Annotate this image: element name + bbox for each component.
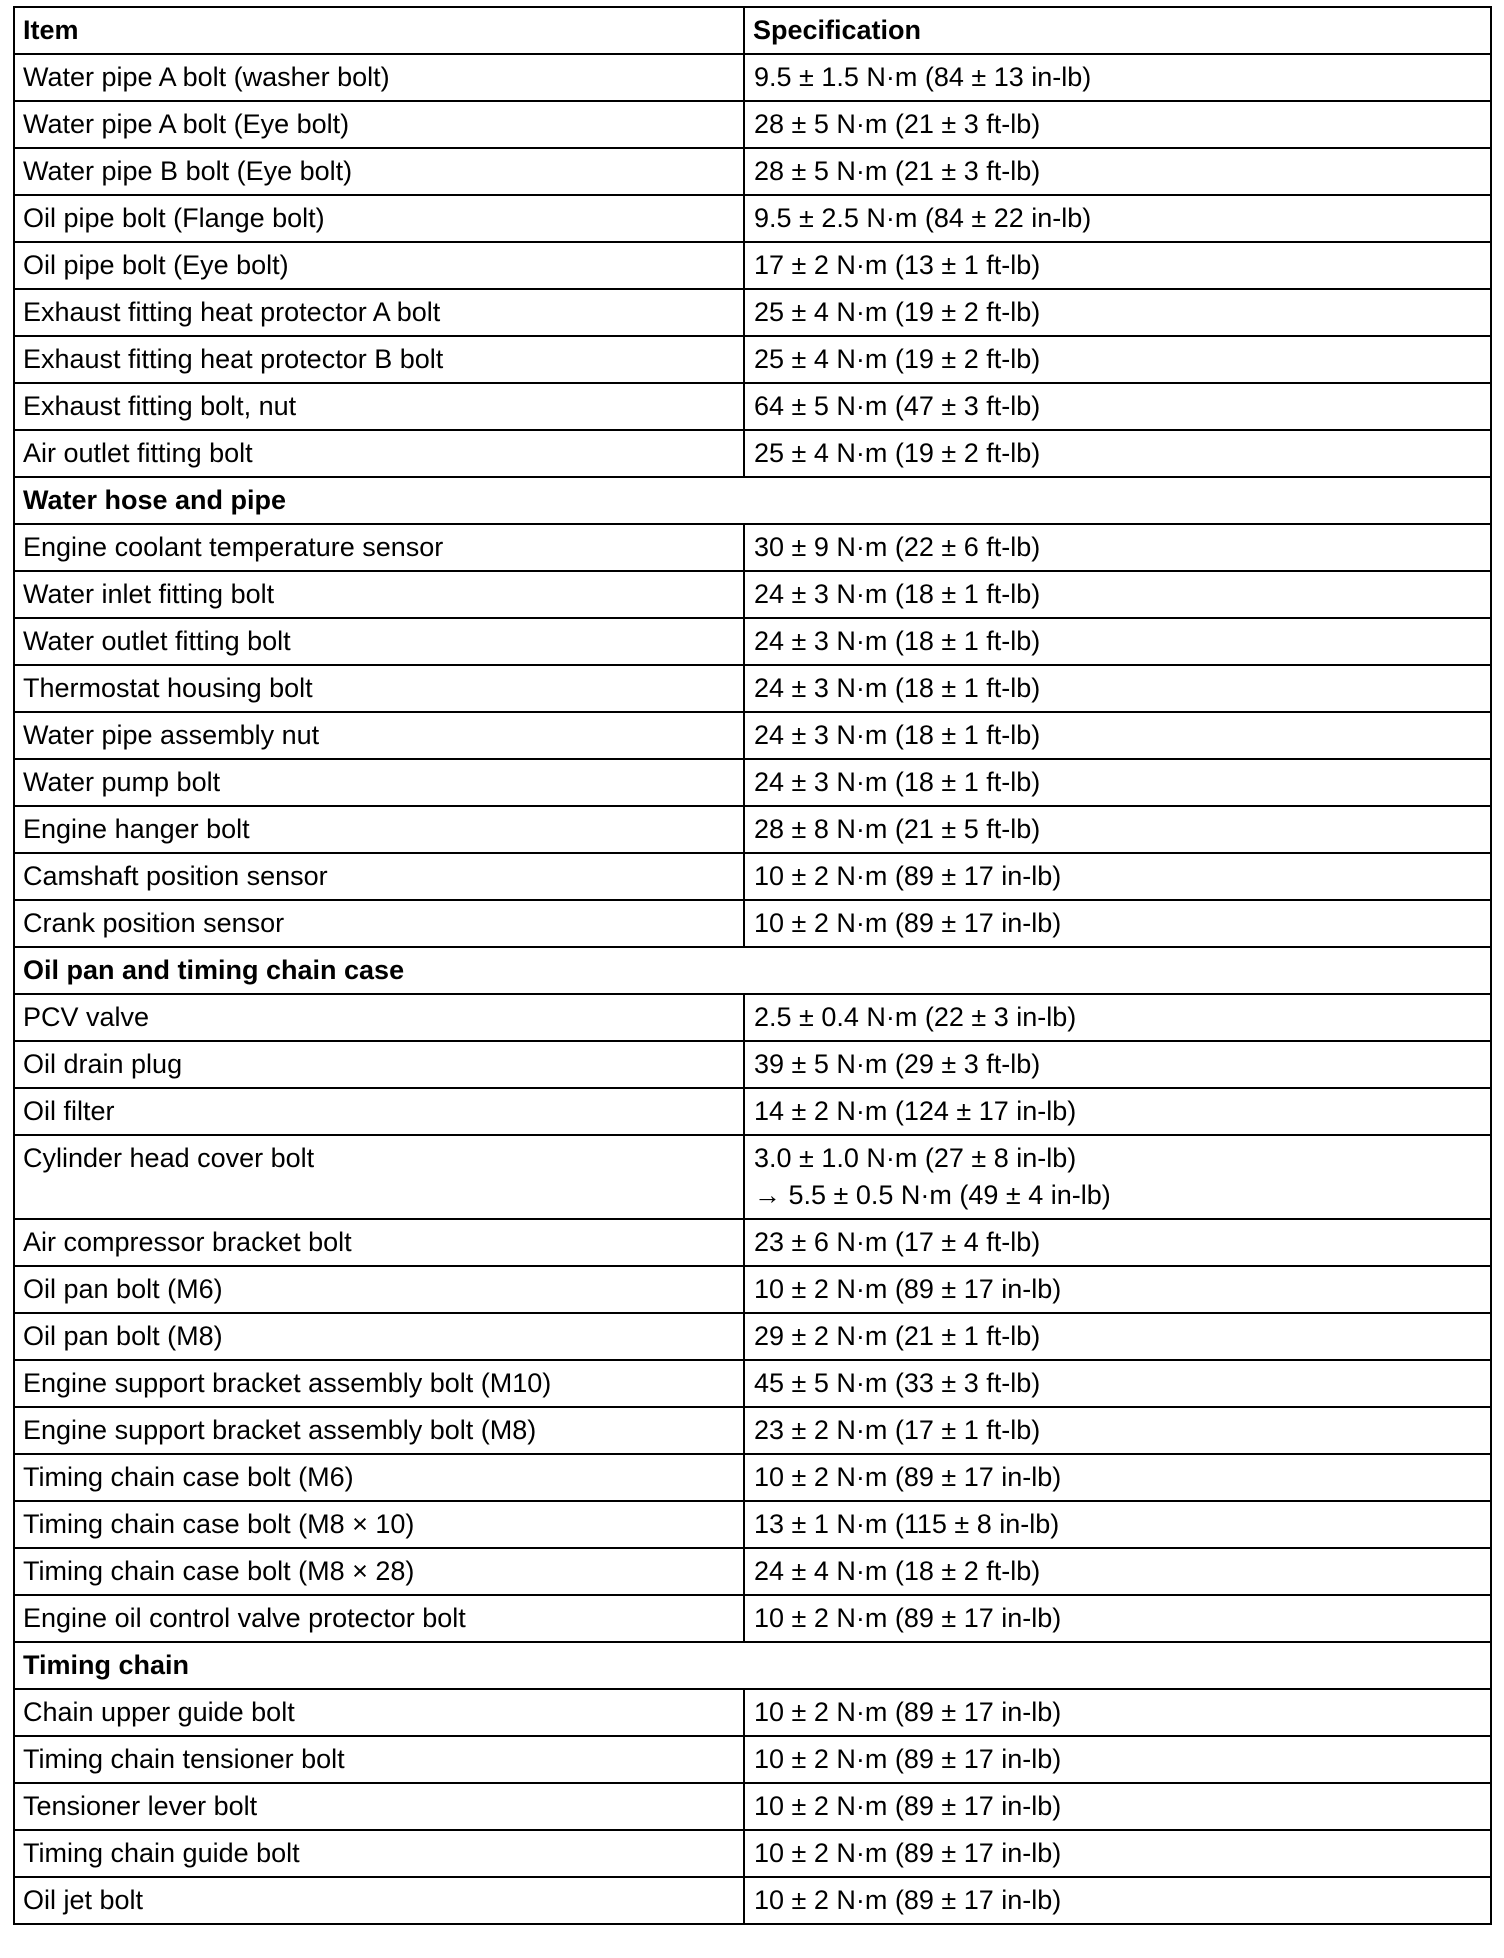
specification-cell xyxy=(744,1266,1491,1313)
specification-cell xyxy=(744,1736,1491,1783)
item-cell: Thermostat housing bolt xyxy=(14,665,744,712)
specification-cell xyxy=(744,1041,1491,1088)
table-row xyxy=(14,1877,1491,1924)
item-cell: Engine coolant temperature sensor xyxy=(14,524,744,571)
specification-value: 10 ± 2 N·m (89 ± 17 in-lb) xyxy=(754,1697,1062,1727)
item-cell: Tensioner lever bolt xyxy=(14,1783,744,1830)
specification-value: 28 ± 5 N·m (21 ± 3 ft-lb) xyxy=(754,156,1041,186)
table-row xyxy=(14,1135,1491,1219)
item-cell: Exhaust fitting heat protector B bolt xyxy=(14,336,744,383)
table-row xyxy=(14,430,1491,477)
specification-cell xyxy=(744,148,1491,195)
item-cell: Oil pan bolt (M6) xyxy=(14,1266,744,1313)
table-row xyxy=(14,1689,1491,1736)
specification-value: 10 ± 2 N·m (89 ± 17 in-lb) xyxy=(754,1462,1062,1492)
table-row xyxy=(14,1407,1491,1454)
torque-spec-table xyxy=(13,6,1492,1925)
item-cell: Oil pipe bolt (Flange bolt) xyxy=(14,195,744,242)
specification-value: 13 ± 1 N·m (115 ± 8 in-lb) xyxy=(754,1509,1060,1539)
specification-cell xyxy=(744,524,1491,571)
item-cell: Cylinder head cover bolt xyxy=(14,1135,744,1219)
table-row xyxy=(14,336,1491,383)
specification-value: 25 ± 4 N·m (19 ± 2 ft-lb) xyxy=(754,344,1041,374)
specification-cell xyxy=(744,1548,1491,1595)
item-cell: Timing chain case bolt (M8 × 10) xyxy=(14,1501,744,1548)
item-cell: Camshaft position sensor xyxy=(14,853,744,900)
specification-cell xyxy=(744,1135,1491,1219)
table-row xyxy=(14,1783,1491,1830)
specification-value: 24 ± 3 N·m (18 ± 1 ft-lb) xyxy=(754,626,1041,656)
table-row xyxy=(14,101,1491,148)
table-row xyxy=(14,54,1491,101)
section-header-row xyxy=(14,947,1491,994)
item-cell: Oil pipe bolt (Eye bolt) xyxy=(14,242,744,289)
column-header-specification: Specification xyxy=(744,7,1491,54)
specification-cell xyxy=(744,806,1491,853)
specification-value: 2.5 ± 0.4 N·m (22 ± 3 in-lb) xyxy=(754,1002,1077,1032)
item-cell: Timing chain case bolt (M6) xyxy=(14,1454,744,1501)
specification-cell xyxy=(744,1219,1491,1266)
specification-value: 10 ± 2 N·m (89 ± 17 in-lb) xyxy=(754,861,1062,891)
item-cell: Engine oil control valve protector bolt xyxy=(14,1595,744,1642)
specification-value: 3.0 ± 1.0 N·m (27 ± 8 in-lb) xyxy=(754,1143,1077,1173)
specification-cell xyxy=(744,759,1491,806)
table-row xyxy=(14,665,1491,712)
table-row xyxy=(14,994,1491,1041)
specification-cell xyxy=(744,430,1491,477)
specification-cell xyxy=(744,1454,1491,1501)
specification-value: 29 ± 2 N·m (21 ± 1 ft-lb) xyxy=(754,1321,1041,1351)
table-row xyxy=(14,1088,1491,1135)
item-cell: Oil drain plug xyxy=(14,1041,744,1088)
section-title: Timing chain xyxy=(14,1642,1491,1689)
table-row xyxy=(14,806,1491,853)
section-header-row xyxy=(14,1642,1491,1689)
item-cell: PCV valve xyxy=(14,994,744,1041)
item-cell: Air compressor bracket bolt xyxy=(14,1219,744,1266)
specification-cell xyxy=(744,853,1491,900)
item-cell: Crank position sensor xyxy=(14,900,744,947)
table-row xyxy=(14,1219,1491,1266)
table-row xyxy=(14,524,1491,571)
specification-value: 9.5 ± 2.5 N·m (84 ± 22 in-lb) xyxy=(754,203,1092,233)
table-row xyxy=(14,383,1491,430)
table-row xyxy=(14,195,1491,242)
section-title: Oil pan and timing chain case xyxy=(14,947,1491,994)
specification-value: 23 ± 2 N·m (17 ± 1 ft-lb) xyxy=(754,1415,1041,1445)
item-cell: Water pump bolt xyxy=(14,759,744,806)
specification-value: 10 ± 2 N·m (89 ± 17 in-lb) xyxy=(754,1838,1062,1868)
specification-value: 24 ± 3 N·m (18 ± 1 ft-lb) xyxy=(754,673,1041,703)
specification-value: 64 ± 5 N·m (47 ± 3 ft-lb) xyxy=(754,391,1041,421)
specification-cell xyxy=(744,1783,1491,1830)
specification-value: 28 ± 8 N·m (21 ± 5 ft-lb) xyxy=(754,814,1041,844)
table-row xyxy=(14,618,1491,665)
table-body xyxy=(14,54,1491,1924)
specification-value: 10 ± 2 N·m (89 ± 17 in-lb) xyxy=(754,908,1062,938)
item-cell: Oil jet bolt xyxy=(14,1877,744,1924)
table-row xyxy=(14,1830,1491,1877)
section-header-row xyxy=(14,477,1491,524)
specification-cell xyxy=(744,571,1491,618)
table-row xyxy=(14,1595,1491,1642)
item-cell: Water pipe A bolt (washer bolt) xyxy=(14,54,744,101)
table-row xyxy=(14,900,1491,947)
item-cell: Water pipe A bolt (Eye bolt) xyxy=(14,101,744,148)
item-cell: Oil filter xyxy=(14,1088,744,1135)
specification-value: → 5.5 ± 0.5 N·m (49 ± 4 in-lb) xyxy=(754,1180,1111,1210)
table-row xyxy=(14,712,1491,759)
specification-cell xyxy=(744,1830,1491,1877)
specification-value: 39 ± 5 N·m (29 ± 3 ft-lb) xyxy=(754,1049,1041,1079)
specification-value: 24 ± 3 N·m (18 ± 1 ft-lb) xyxy=(754,767,1041,797)
specification-cell xyxy=(744,383,1491,430)
table-row xyxy=(14,1266,1491,1313)
specification-value: 10 ± 2 N·m (89 ± 17 in-lb) xyxy=(754,1744,1062,1774)
item-cell: Water pipe B bolt (Eye bolt) xyxy=(14,148,744,195)
specification-cell xyxy=(744,1689,1491,1736)
item-cell: Engine support bracket assembly bolt (M8) xyxy=(14,1407,744,1454)
item-cell: Exhaust fitting bolt, nut xyxy=(14,383,744,430)
table-row xyxy=(14,1454,1491,1501)
item-cell: Timing chain case bolt (M8 × 28) xyxy=(14,1548,744,1595)
table-row xyxy=(14,289,1491,336)
specification-value: 10 ± 2 N·m (89 ± 17 in-lb) xyxy=(754,1791,1062,1821)
specification-cell xyxy=(744,54,1491,101)
specification-value: 24 ± 3 N·m (18 ± 1 ft-lb) xyxy=(754,579,1041,609)
specification-value: 10 ± 2 N·m (89 ± 17 in-lb) xyxy=(754,1885,1062,1915)
table-header-row xyxy=(14,7,1491,54)
item-cell: Air outlet fitting bolt xyxy=(14,430,744,477)
table-row xyxy=(14,242,1491,289)
specification-value: 17 ± 2 N·m (13 ± 1 ft-lb) xyxy=(754,250,1041,280)
item-cell: Engine hanger bolt xyxy=(14,806,744,853)
table-row xyxy=(14,1736,1491,1783)
specification-cell xyxy=(744,195,1491,242)
item-cell: Timing chain tensioner bolt xyxy=(14,1736,744,1783)
item-cell: Exhaust fitting heat protector A bolt xyxy=(14,289,744,336)
column-header-item: Item xyxy=(14,7,744,54)
specification-cell xyxy=(744,336,1491,383)
specification-cell xyxy=(744,101,1491,148)
table-row xyxy=(14,571,1491,618)
section-title: Water hose and pipe xyxy=(14,477,1491,524)
specification-cell xyxy=(744,289,1491,336)
table-row xyxy=(14,853,1491,900)
table-row xyxy=(14,1360,1491,1407)
specification-value: 10 ± 2 N·m (89 ± 17 in-lb) xyxy=(754,1274,1062,1304)
specification-value: 25 ± 4 N·m (19 ± 2 ft-lb) xyxy=(754,438,1041,468)
specification-cell xyxy=(744,1088,1491,1135)
table-row xyxy=(14,759,1491,806)
specification-value: 23 ± 6 N·m (17 ± 4 ft-lb) xyxy=(754,1227,1041,1257)
specification-cell xyxy=(744,712,1491,759)
specification-value: 9.5 ± 1.5 N·m (84 ± 13 in-lb) xyxy=(754,62,1092,92)
specification-cell xyxy=(744,1501,1491,1548)
table-row xyxy=(14,1041,1491,1088)
specification-cell xyxy=(744,1407,1491,1454)
specification-value: 28 ± 5 N·m (21 ± 3 ft-lb) xyxy=(754,109,1041,139)
item-cell: Water pipe assembly nut xyxy=(14,712,744,759)
specification-cell xyxy=(744,242,1491,289)
item-cell: Water inlet fitting bolt xyxy=(14,571,744,618)
specification-value: 24 ± 3 N·m (18 ± 1 ft-lb) xyxy=(754,720,1041,750)
item-cell: Timing chain guide bolt xyxy=(14,1830,744,1877)
specification-cell xyxy=(744,665,1491,712)
item-cell: Chain upper guide bolt xyxy=(14,1689,744,1736)
table-row xyxy=(14,1313,1491,1360)
item-cell: Oil pan bolt (M8) xyxy=(14,1313,744,1360)
table-row xyxy=(14,1501,1491,1548)
specification-value: 14 ± 2 N·m (124 ± 17 in-lb) xyxy=(754,1096,1077,1126)
specification-cell xyxy=(744,1877,1491,1924)
specification-value: 45 ± 5 N·m (33 ± 3 ft-lb) xyxy=(754,1368,1041,1398)
specification-cell xyxy=(744,1313,1491,1360)
specification-cell xyxy=(744,1595,1491,1642)
specification-cell xyxy=(744,900,1491,947)
specification-value: 30 ± 9 N·m (22 ± 6 ft-lb) xyxy=(754,532,1041,562)
specification-value: 25 ± 4 N·m (19 ± 2 ft-lb) xyxy=(754,297,1041,327)
specification-value: 24 ± 4 N·m (18 ± 2 ft-lb) xyxy=(754,1556,1041,1586)
item-cell: Engine support bracket assembly bolt (M10) xyxy=(14,1360,744,1407)
specification-value: 10 ± 2 N·m (89 ± 17 in-lb) xyxy=(754,1603,1062,1633)
table-row xyxy=(14,148,1491,195)
specification-cell xyxy=(744,994,1491,1041)
specification-cell xyxy=(744,1360,1491,1407)
table-row xyxy=(14,1548,1491,1595)
item-cell: Water outlet fitting bolt xyxy=(14,618,744,665)
specification-cell xyxy=(744,618,1491,665)
